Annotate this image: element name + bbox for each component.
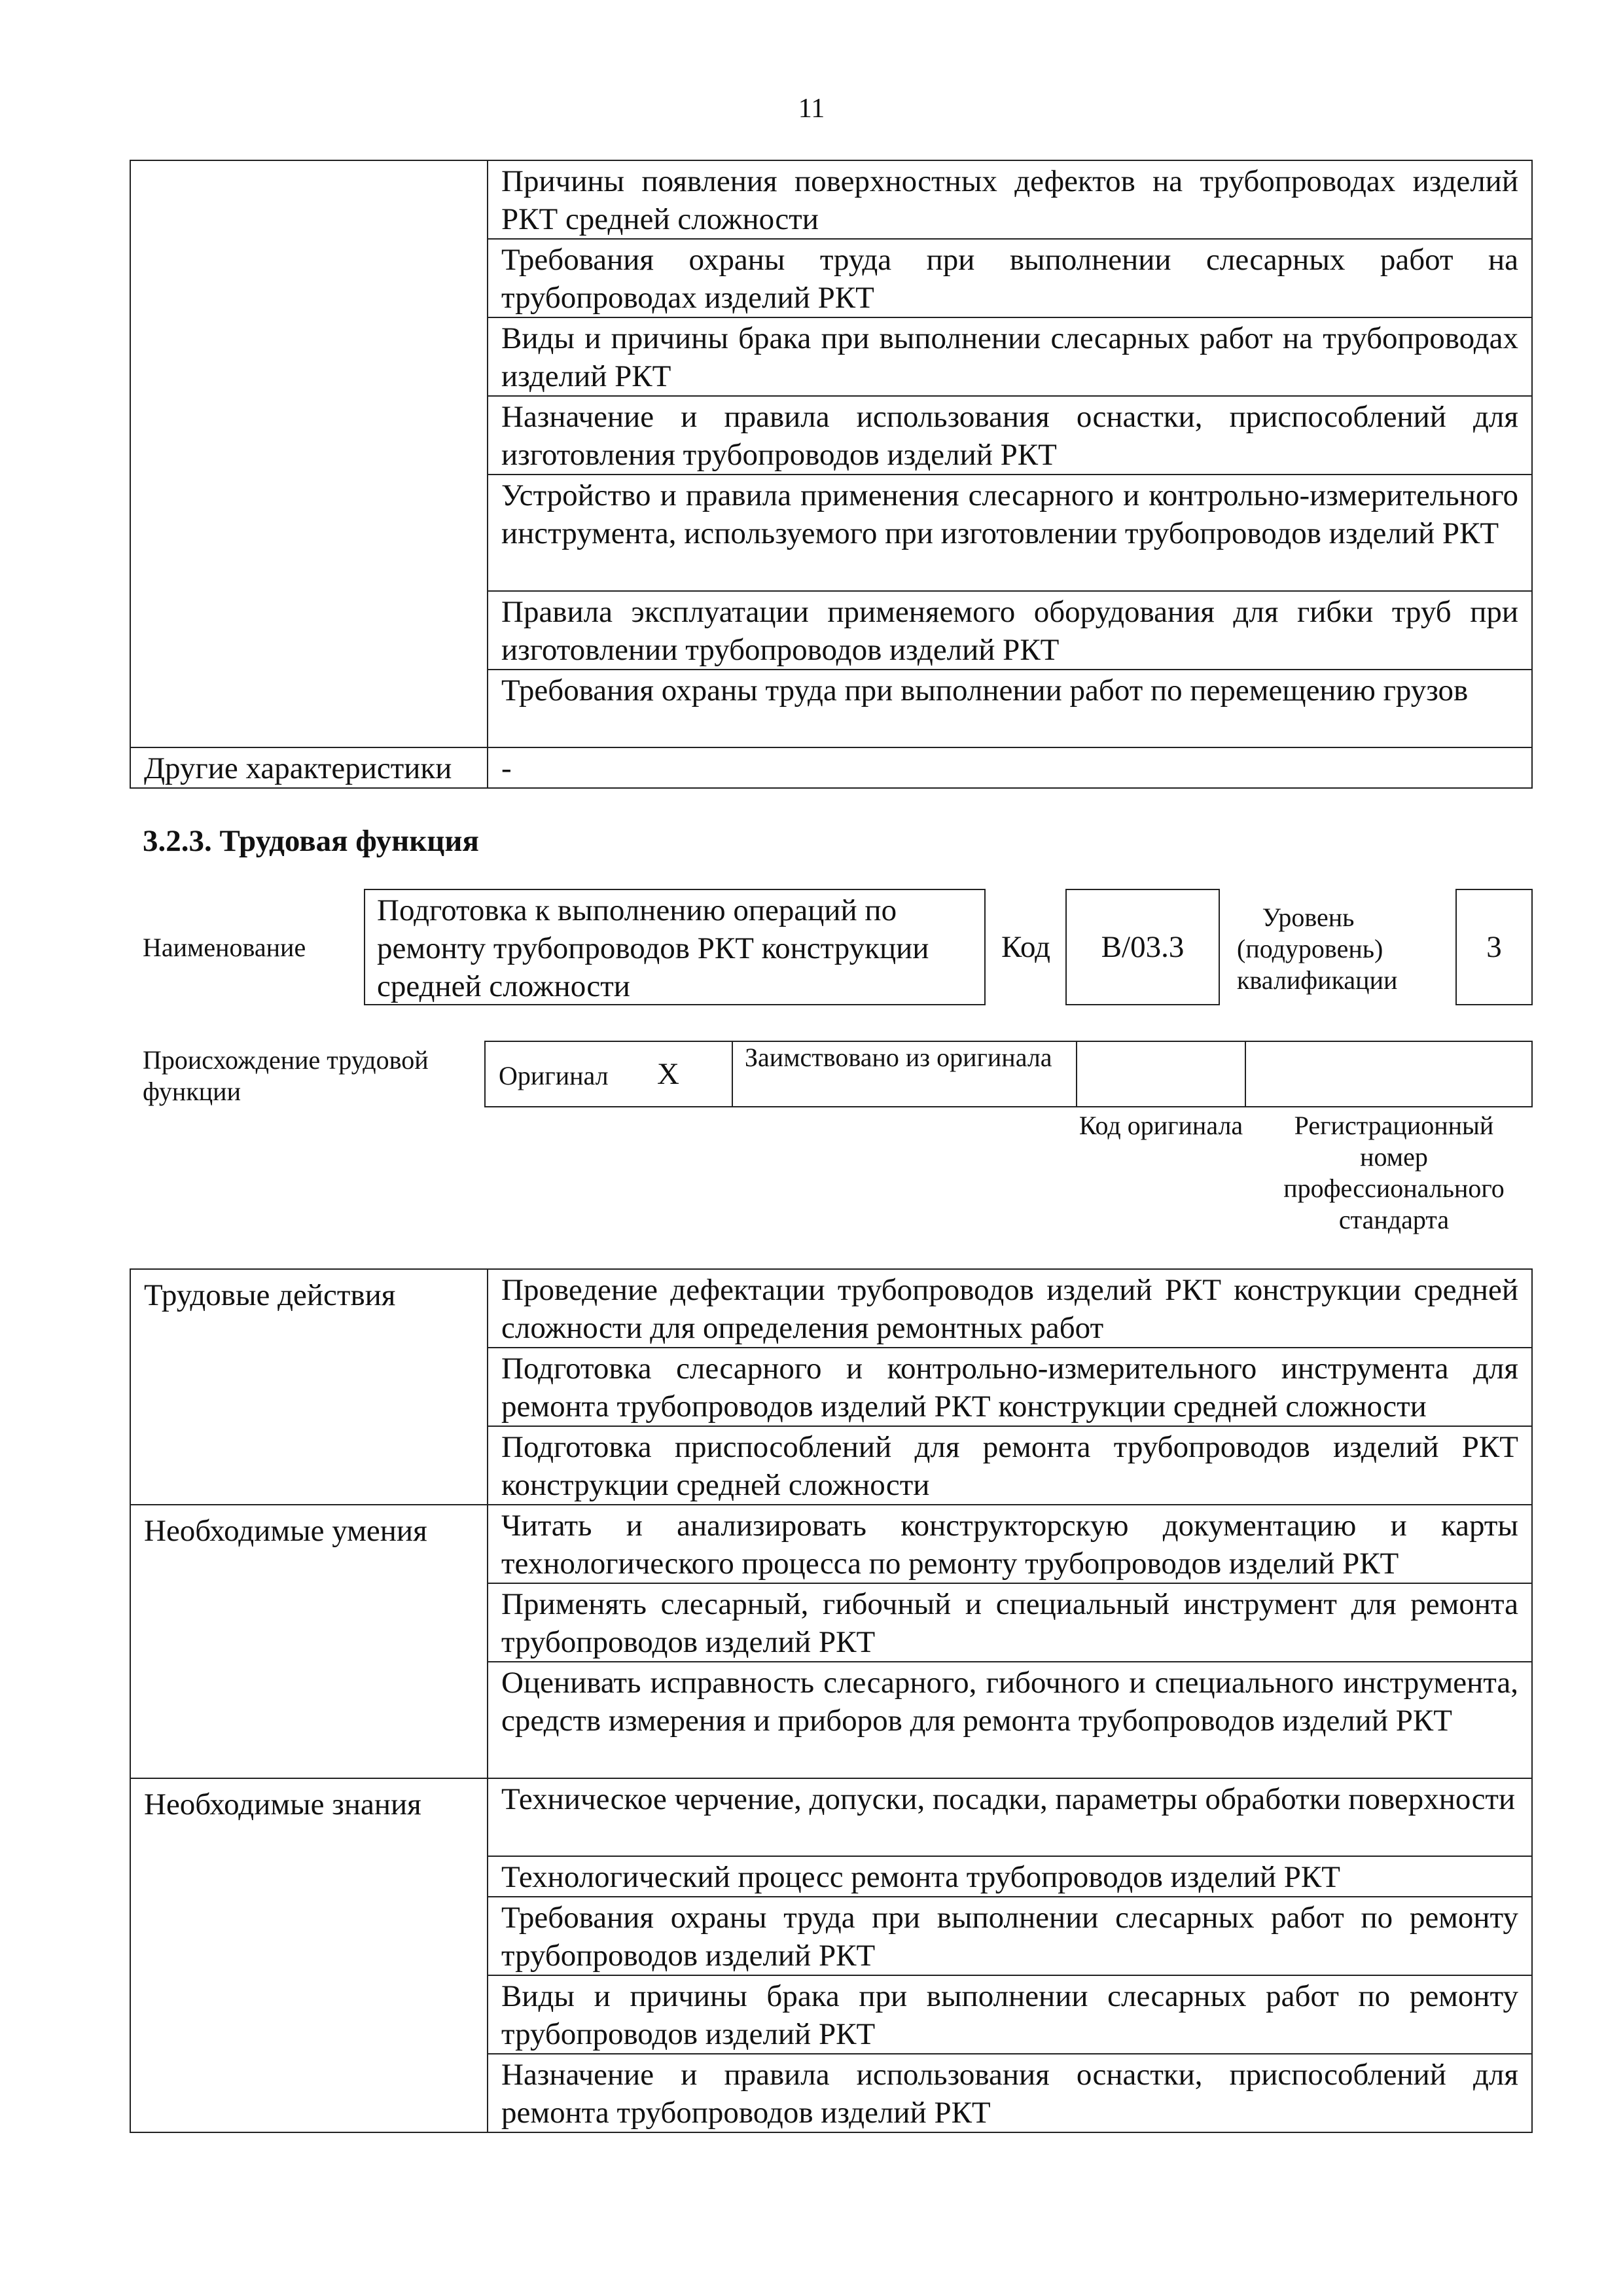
- other-characteristics-label: Другие характеристики: [130, 747, 488, 788]
- table-row: Виды и причины брака при выполнении слесарных работ по ремонту трубопроводов изделий РКТ: [488, 1975, 1532, 2054]
- top-table: [130, 160, 1533, 789]
- table-row: Причины появления поверхностных дефектов на трубопроводах изделий РКТ средней сложности: [488, 160, 1532, 239]
- top-table-empty-cell: [130, 160, 488, 747]
- table-row: Требования охраны труда при выполнении слесарных работ по ремонту трубопроводов изделий РКТ: [488, 1897, 1532, 1975]
- name-label: Наименование: [143, 933, 306, 962]
- code-original-caption: Код оригинала: [1079, 1111, 1243, 1140]
- group-label-skills: Необходимые умения: [130, 1505, 488, 1778]
- table-row: Требования охраны труда при выполнении слесарных работ на трубопроводах изделий РКТ: [488, 239, 1532, 317]
- level-label: Уровень (подуровень) квалификации: [1237, 903, 1398, 995]
- table-row: Оценивать исправность слесарного, гибочного и специального инструмента, средств измерения и приборов для ремонта трубопроводов изделий РКТ: [488, 1662, 1532, 1778]
- table-row: Проведение дефектации трубопроводов изделий РКТ конструкции средней сложности для определения ремонтных работ: [488, 1269, 1532, 1348]
- name-value-box: [364, 889, 986, 1005]
- table-row: Технологический процесс ремонта трубопроводов изделий РКТ: [488, 1856, 1532, 1897]
- table-row: Подготовка слесарного и контрольно-измерительного инструмента для ремонта трубопроводов изделий РКТ конструкции средней сложности: [488, 1348, 1532, 1426]
- table-row: Подготовка приспособлений для ремонта трубопроводов изделий РКТ конструкции средней сложности: [488, 1426, 1532, 1505]
- group-label-knowledge: Необходимые знания: [130, 1778, 488, 2132]
- table-row: Правила эксплуатации применяемого оборудования для гибки труб при изготовлении трубопроводов изделий РКТ: [488, 591, 1532, 670]
- level-value: 3: [1486, 930, 1502, 964]
- section-heading: 3.2.3. Трудовая функция: [143, 824, 479, 858]
- level-value-box: [1455, 889, 1533, 1005]
- main-table: [130, 1268, 1533, 2133]
- table-row: Техническое черчение, допуски, посадки, параметры обработки поверхности: [488, 1778, 1532, 1856]
- table-row: Назначение и правила использования оснастки, приспособлений для изготовления трубопроводов изделий РКТ: [488, 396, 1532, 475]
- borrowed-label: Заимствовано из оригинала: [745, 1043, 1052, 1072]
- original-cell: [484, 1041, 733, 1107]
- table-row: Виды и причины брака при выполнении слесарных работ на трубопроводах изделий РКТ: [488, 317, 1532, 396]
- origin-label: Происхождение трудовой функции: [143, 1045, 429, 1106]
- table-row: Требования охраны труда при выполнении работ по перемещению грузов: [488, 670, 1532, 747]
- code-value-box: [1065, 889, 1220, 1005]
- code-value: В/03.3: [1101, 930, 1185, 964]
- original-label: Оригинал: [499, 1061, 609, 1090]
- reg-number-cell: [1245, 1041, 1533, 1107]
- table-row: Назначение и правила использования оснастки, приспособлений для ремонта трубопроводов изделий РКТ: [488, 2054, 1532, 2132]
- code-label: Код: [1001, 930, 1051, 964]
- borrowed-cell: [732, 1041, 1077, 1107]
- original-mark: X: [657, 1057, 679, 1091]
- table-row: Устройство и правила применения слесарного и контрольно-измерительного инструмента, используемого при изготовлении трубопроводов изделий РКТ: [488, 475, 1532, 591]
- reg-number-caption: Регистрационный номер профессионального стандарта: [1283, 1111, 1505, 1234]
- page-number: 11: [798, 94, 825, 124]
- group-label-labor-actions: Трудовые действия: [130, 1269, 488, 1505]
- table-row: Применять слесарный, гибочный и специальный инструмент для ремонта трубопроводов изделий РКТ: [488, 1583, 1532, 1662]
- other-characteristics-value: -: [488, 747, 1532, 788]
- name-value: Подготовка к выполнению операций по ремонту трубопроводов РКТ конструкции средней сложности: [377, 893, 929, 1003]
- table-row: Читать и анализировать конструкторскую документацию и карты технологического процесса по ремонту трубопроводов изделий РКТ: [488, 1505, 1532, 1583]
- code-original-cell: [1076, 1041, 1246, 1107]
